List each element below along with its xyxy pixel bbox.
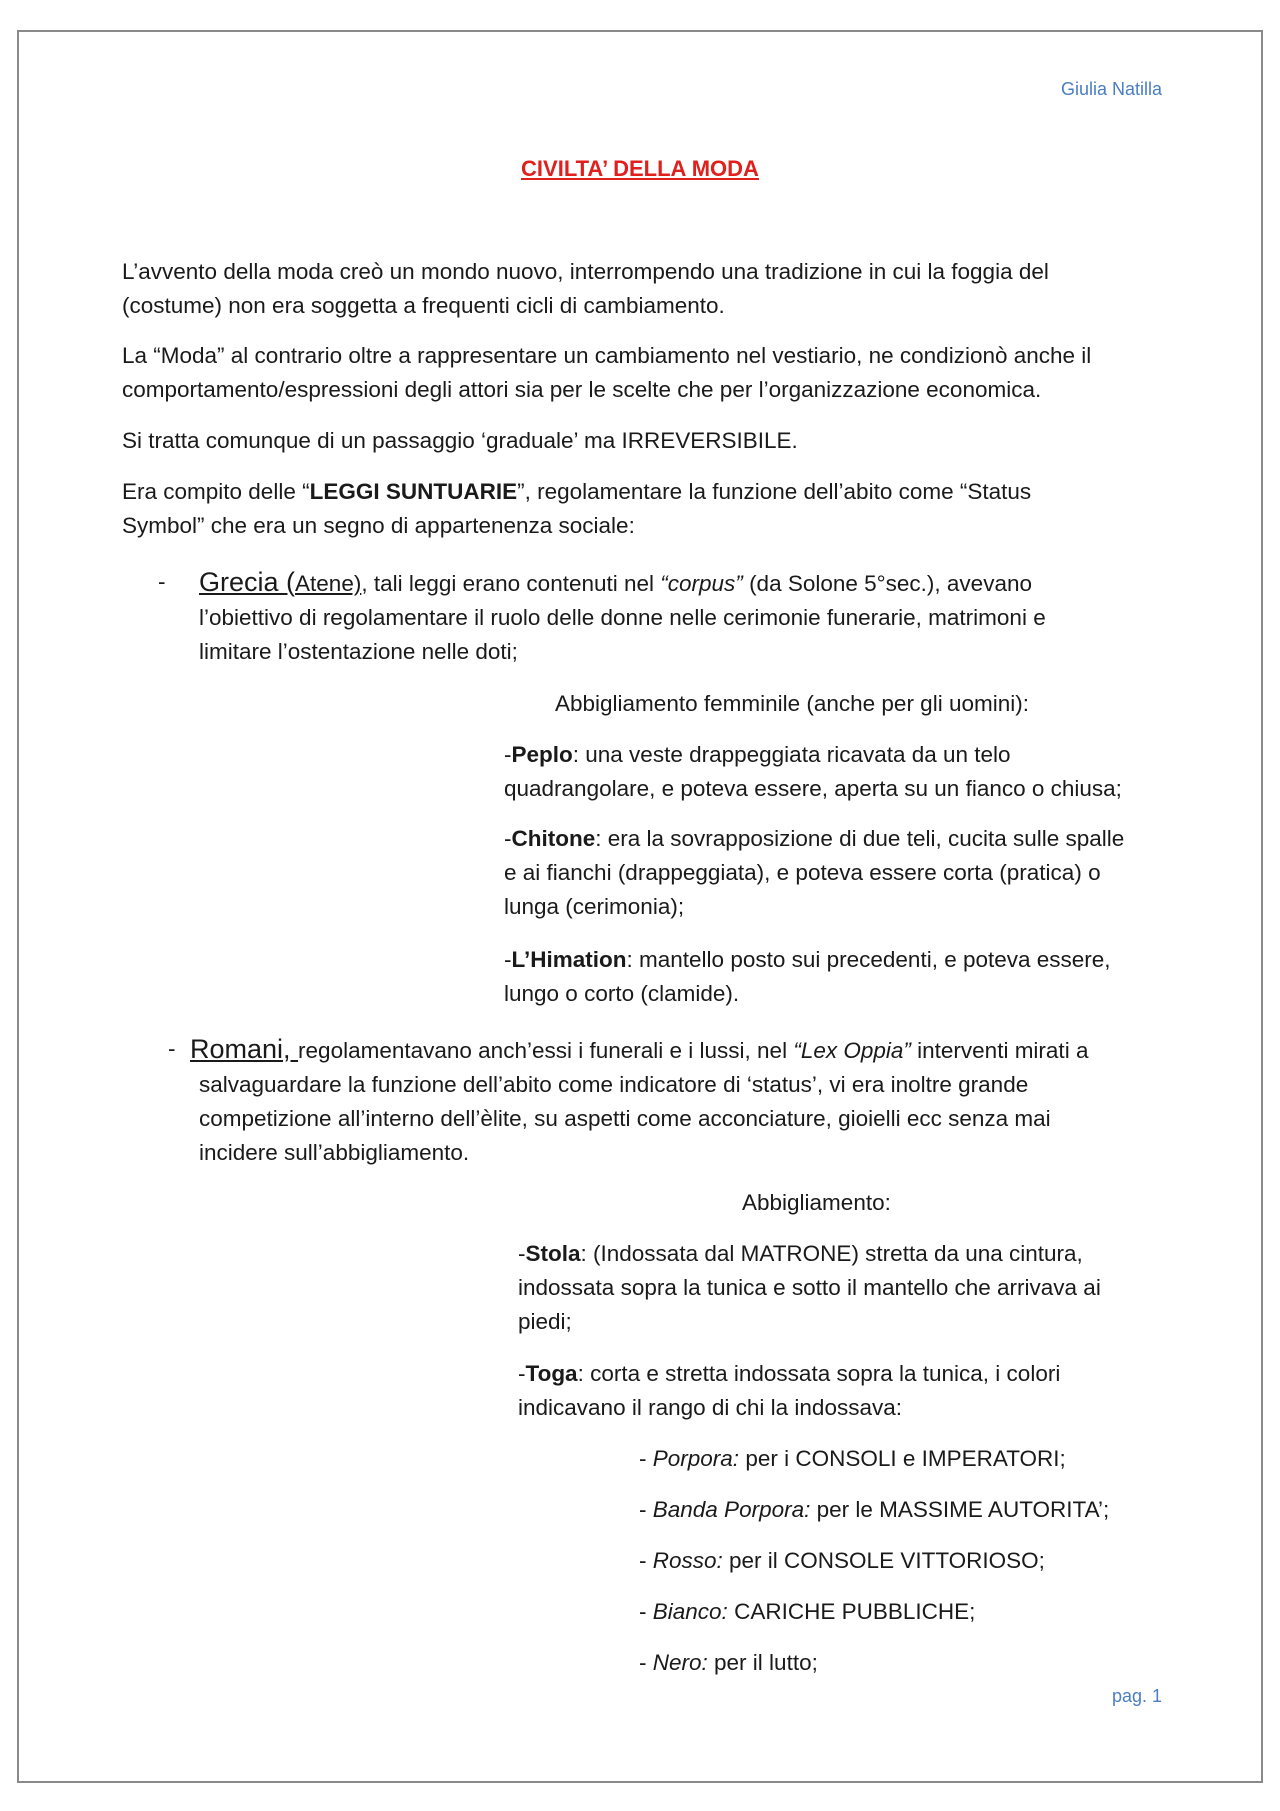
grecia-list-item <box>122 565 1182 669</box>
color-item-bianco <box>639 1595 975 1629</box>
text-line: competizione all’interno dell’èlite, su aspetti come acconciature, gioielli ecc senza mai <box>199 1106 1051 1131</box>
color-name: Banda Porpora: <box>652 1497 811 1522</box>
text-line: quadrangolare, e poteva essere, aperta su un fianco o chiusa; <box>504 776 1122 801</box>
item-dash: - <box>518 1361 526 1386</box>
list-dash: - <box>158 569 166 594</box>
text-line: piedi; <box>518 1309 572 1334</box>
intro-paragraph-1 <box>122 255 1172 323</box>
stola-entry <box>518 1237 1101 1339</box>
text-span: : (Indossata dal MATRONE) stretta da una cintura, <box>580 1241 1083 1266</box>
chitone-label: Chitone <box>511 826 596 851</box>
color-item-porpora <box>639 1442 1066 1476</box>
item-dash: - <box>639 1548 653 1573</box>
color-name: Porpora: <box>652 1446 740 1471</box>
color-name: Rosso: <box>652 1548 723 1573</box>
document-title: CIVILTA’ DELLA MODA <box>521 156 759 181</box>
text-line: lungo o corto (clamide). <box>504 981 740 1006</box>
intro-paragraph-3 <box>122 424 1172 458</box>
text-line: incidere sull’abbigliamento. <box>199 1140 470 1165</box>
text-line: Symbol” che era un segno di appartenenza sociale: <box>122 513 635 538</box>
intro-paragraph-2 <box>122 339 1172 407</box>
peplo-entry <box>504 738 1122 806</box>
intro-paragraph-4 <box>122 475 1172 543</box>
item-dash: - <box>639 1599 653 1624</box>
color-name: Bianco: <box>652 1599 728 1624</box>
text-span: : una veste drappeggiata ricavata da un telo <box>572 742 1011 767</box>
text-line <box>190 1032 1182 1068</box>
text-span: : era la sovrapposizione di due teli, cucita sulle spalle <box>595 826 1125 851</box>
corpus-term: “corpus” <box>660 571 743 596</box>
color-desc: per le MASSIME AUTORITA’; <box>810 1497 1110 1522</box>
text-span: interventi mirati a <box>910 1038 1089 1063</box>
item-dash: - <box>518 1241 526 1266</box>
item-dash: - <box>504 947 512 972</box>
header-author: Giulia Natilla <box>1060 79 1162 99</box>
text-line: La “Moda” al contrario oltre a rappresentare un cambiamento nel vestiario, ne condizionò anche il <box>122 343 1092 368</box>
grecia-heading: Grecia ( <box>199 567 296 597</box>
item-dash: - <box>639 1650 653 1675</box>
item-dash: - <box>639 1446 653 1471</box>
text-span: ”, regolamentare la funzione dell’abito come “Status <box>517 479 1032 504</box>
text-line: Si tratta comunque di un passaggio ‘graduale’ ma IRREVERSIBILE. <box>122 428 798 453</box>
page-number: pag. 1 <box>1111 1686 1162 1706</box>
peplo-label: Peplo <box>511 742 573 767</box>
color-desc: per i CONSOLI e IMPERATORI; <box>739 1446 1066 1471</box>
text-line: (costume) non era soggetta a frequenti cicli di cambiamento. <box>122 293 725 318</box>
text-line <box>122 475 1172 509</box>
toga-label: Toga <box>525 1361 578 1386</box>
leggi-suntuarie-term: LEGGI SUNTUARIE <box>309 479 518 504</box>
himation-entry <box>504 943 1111 1011</box>
grecia-clothing-heading: Abbigliamento femminile (anche per gli uomini): <box>555 691 1029 716</box>
color-item-nero <box>639 1646 818 1680</box>
romani-list-item <box>122 1032 1182 1170</box>
text-line <box>199 565 1182 601</box>
item-dash: - <box>504 826 512 851</box>
color-desc: per il lutto; <box>707 1650 818 1675</box>
stola-label: Stola <box>525 1241 581 1266</box>
text-line: e ai fianchi (drappeggiata), e poteva essere corta (pratica) o <box>504 860 1101 885</box>
text-line: indicavano il rango di chi la indossava: <box>518 1395 902 1420</box>
text-span: regolamentavano anch’essi i funerali e i lussi, nel <box>298 1038 794 1063</box>
color-name: Nero: <box>652 1650 708 1675</box>
text-span: (da Solone 5°sec.), avevano <box>742 571 1032 596</box>
text-line: L’avvento della moda creò un mondo nuovo, interrompendo una tradizione in cui la foggia del <box>122 259 1049 284</box>
text-span: : corta e stretta indossata sopra la tunica, i colori <box>577 1361 1061 1386</box>
color-item-rosso <box>639 1544 1045 1578</box>
list-dash: - <box>168 1036 176 1061</box>
text-span: , tali leggi erano contenuti nel <box>361 571 661 596</box>
text-line: l’obiettivo di regolamentare il ruolo delle donne nelle cerimonie funerarie, matrimoni e <box>199 605 1046 630</box>
himation-label: L’Himation <box>511 947 627 972</box>
color-item-banda-porpora <box>639 1493 1109 1527</box>
romani-clothing-heading: Abbigliamento: <box>742 1190 891 1215</box>
text-line: limitare l’ostentazione nelle doti; <box>199 639 518 664</box>
text-line: comportamento/espressioni degli attori sia per le scelte che per l’organizzazione economica. <box>122 377 1042 402</box>
text-line: salvaguardare la funzione dell’abito come indicatore di ‘status’, vi era inoltre grande <box>199 1072 1029 1097</box>
text-line: indossata sopra la tunica e sotto il mantello che arrivava ai <box>518 1275 1101 1300</box>
toga-entry <box>518 1357 1060 1425</box>
text-line: lunga (cerimonia); <box>504 894 685 919</box>
grecia-place: Atene) <box>295 571 362 596</box>
text-span: : mantello posto sui precedenti, e poteva essere, <box>626 947 1111 972</box>
chitone-entry <box>504 822 1124 924</box>
color-desc: CARICHE PUBBLICHE; <box>727 1599 976 1624</box>
color-desc: per il CONSOLE VITTORIOSO; <box>722 1548 1045 1573</box>
item-dash: - <box>504 742 512 767</box>
text-span: Era compito delle “ <box>122 479 310 504</box>
romani-heading: Romani, <box>190 1034 299 1064</box>
lex-oppia-term: “Lex Oppia” <box>793 1038 911 1063</box>
item-dash: - <box>639 1497 653 1522</box>
